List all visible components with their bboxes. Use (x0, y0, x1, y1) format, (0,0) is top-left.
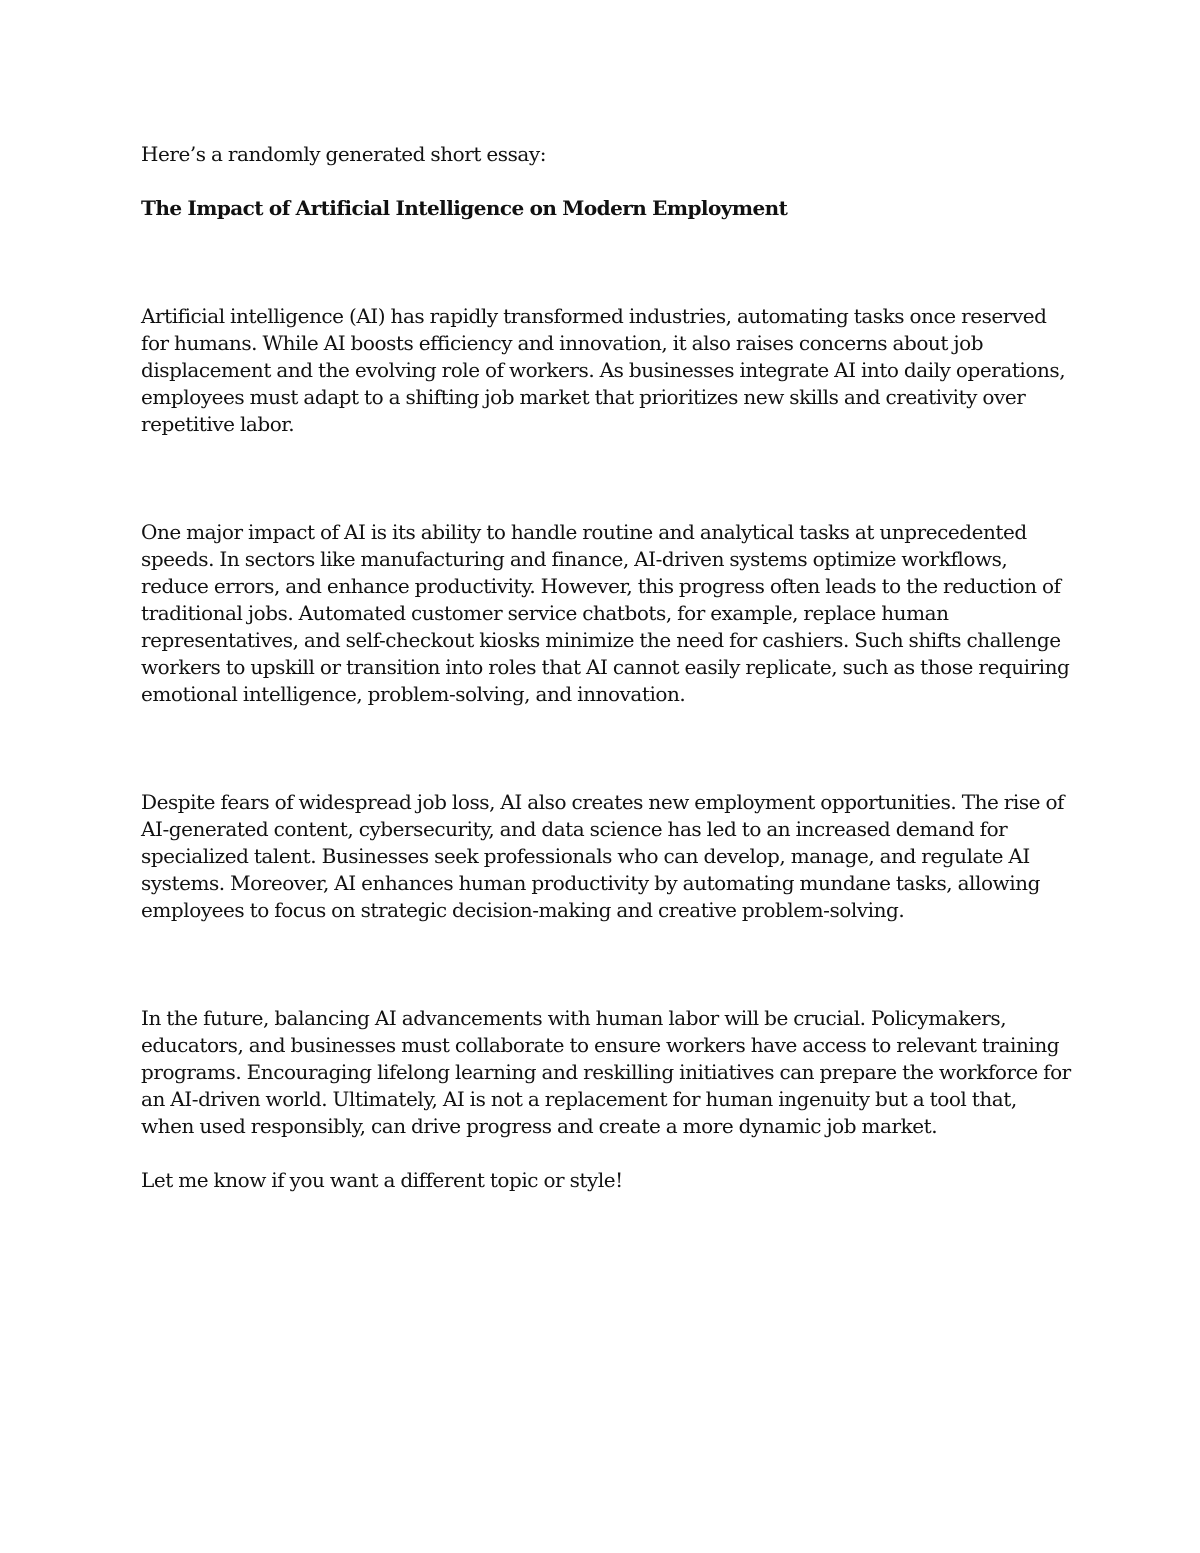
document-body (141, 141, 1071, 1194)
closing-line: Let me know if you want a different topic or style! (141, 1168, 623, 1192)
paragraph-4: In the future, balancing AI advancements with human labor will be crucial. Policymakers, educators, and businesses must collaborate to ensure workers have access to relevant training programs. Encouraging lifelong learning and reskilling initiatives can prepare the workforce for an AI-driven world. Ultimately, AI is not a replacement for human ingenuity but a tool that, when used responsibly, can drive progress and create a more dynamic job market. (141, 1006, 1071, 1138)
intro-line: Here’s a randomly generated short essay: (141, 142, 546, 166)
essay-title: The Impact of Artificial Intelligence on Modern Employment (141, 196, 788, 220)
paragraph-3: Despite fears of widespread job loss, AI also creates new employment opportunities. The rise of AI-generated content, cybersecurity, and data science has led to an increased demand for specialized talent. Businesses seek professionals who can develop, manage, and regulate AI systems. Moreover, AI enhances human productivity by automating mundane tasks, allowing employees to focus on strategic decision-making and creative problem-solving. (141, 790, 1065, 922)
paragraph-2: One major impact of AI is its ability to handle routine and analytical tasks at unprecedented speeds. In sectors like manufacturing and finance, AI-driven systems optimize workflows, reduce errors, and enhance productivity. However, this progress often leads to the reduction of traditional jobs. Automated customer service chatbots, for example, replace human representatives, and self-checkout kiosks minimize the need for cashiers. Such shifts challenge workers to upskill or transition into roles that AI cannot easily replicate, such as those requiring emotional intelligence, problem-solving, and innovation. (141, 520, 1070, 706)
paragraph-1: Artificial intelligence (AI) has rapidly transformed industries, automating tasks once reserved for humans. While AI boosts efficiency and innovation, it also raises concerns about job displacement and the evolving role of workers. As businesses integrate AI into daily operations, employees must adapt to a shifting job market that prioritizes new skills and creativity over repetitive labor. (141, 304, 1066, 436)
